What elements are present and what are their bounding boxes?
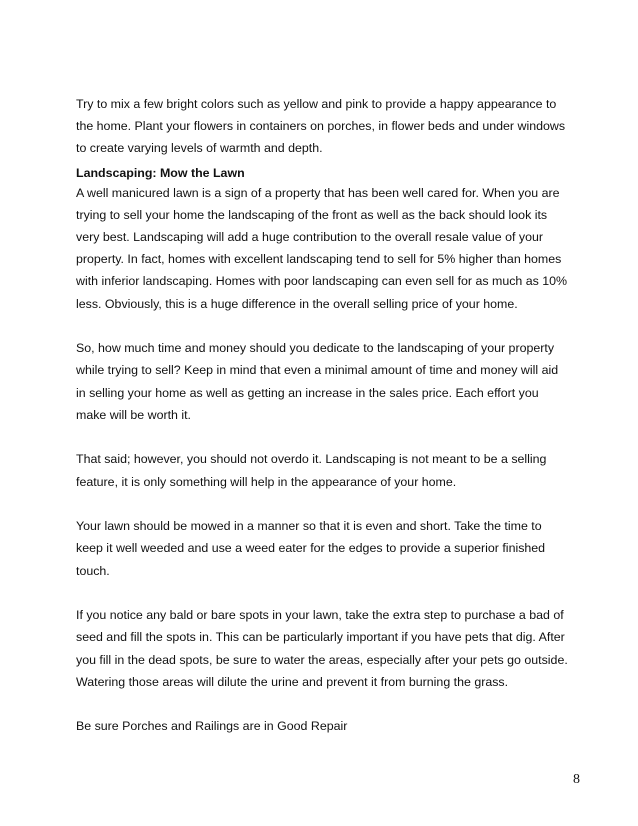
body-paragraph: Your lawn should be mowed in a manner so that it is even and short. Take the time to keep it well weeded and use a weed eater for the edges to provide a superior finished touch. <box>76 519 546 578</box>
section-heading: Landscaping: Mow the Lawn <box>76 165 245 180</box>
page-number: 8 <box>573 772 580 787</box>
body-paragraph: That said; however, you should not overdo it. Landscaping is not meant to be a selling feature, it is only something will help in the appearance of your home. <box>76 452 547 489</box>
body-paragraph: So, how much time and money should you dedicate to the landscaping of your property while trying to sell? Keep in mind that even a minimal amount of time and money will aid in selling your home as well as getting an increase in the sales price. Each effort you make will be worth it. <box>76 341 559 422</box>
next-section-heading: Be sure Porches and Railings are in Good Repair <box>76 719 348 734</box>
page-body <box>76 93 571 760</box>
body-paragraph: If you notice any bald or bare spots in your lawn, take the extra step to purchase a bad of seed and fill the spots in. This can be particularly important if you have pets that dig. After you fill in the dead spots, be sure to water the areas, especially after your pets go outside. Watering those areas will dilute the urine and prevent it from burning the grass. <box>76 608 568 689</box>
body-paragraph: A well manicured lawn is a sign of a property that has been well cared for. When you are trying to sell your home the landscaping of the front as well as the back should look its very best. Landscaping will add a huge contribution to the overall resale value of your property. In fact, homes with excellent landscaping tend to sell for 5% higher than homes with inferior landscaping. Homes with poor landscaping can even sell for as much as 10% less. Obviously, this is a huge difference in the overall selling price of your home. <box>76 185 568 311</box>
intro-paragraph: Try to mix a few bright colors such as yellow and pink to provide a happy appearance to the home. Plant your flowers in containers on porches, in flower beds and under windows to create varying levels of warmth and depth. <box>76 97 566 156</box>
